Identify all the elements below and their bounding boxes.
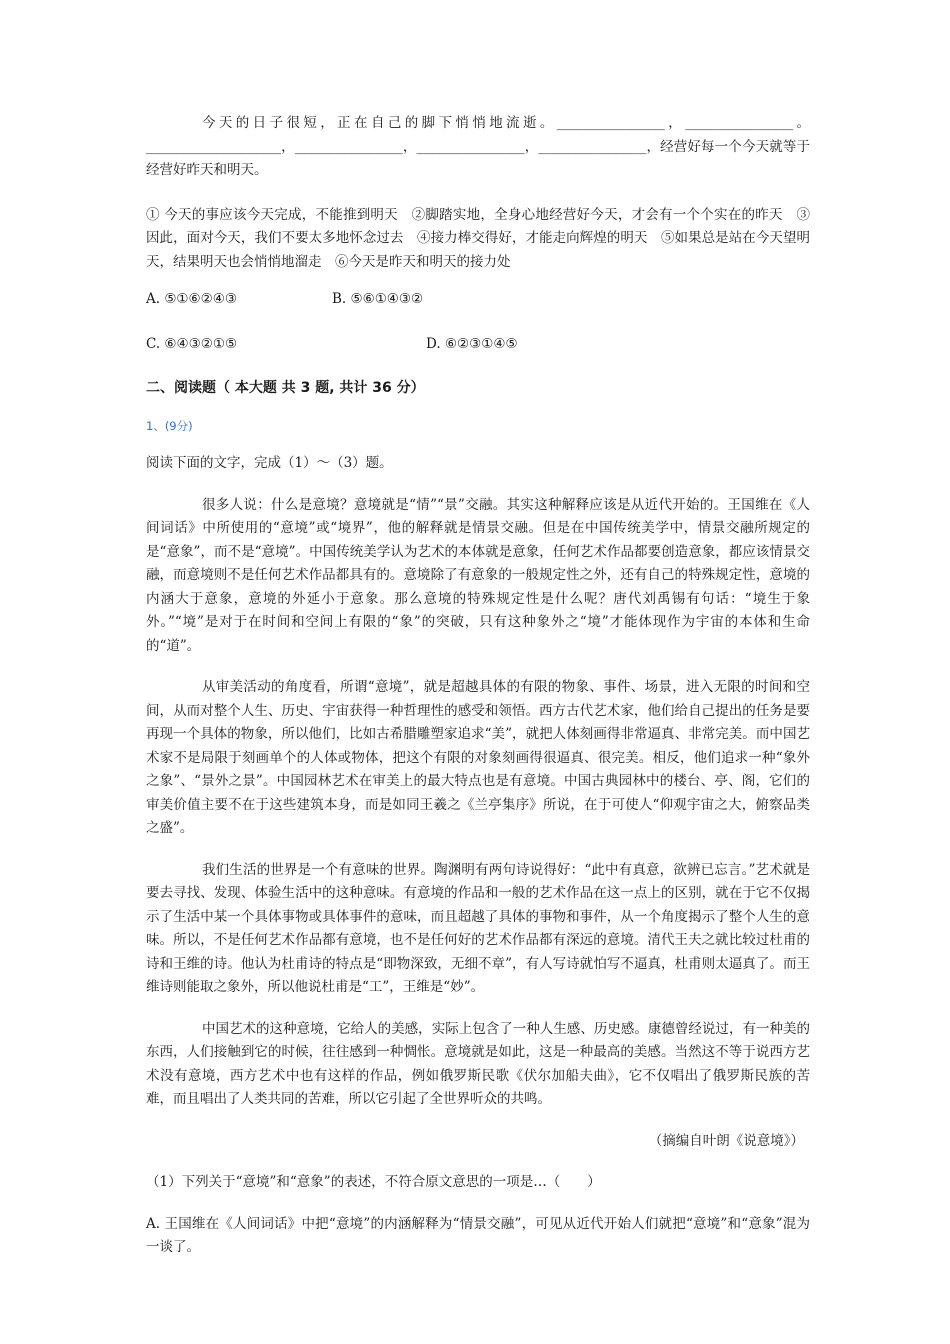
passage-paragraph-4: 中国艺术的这种意境，它给人的美感，实际上包含了一种人生感、历史感。康德曾经说过，有一种美的东西，人们接触到它的时候，往往感到一种惆怅。意境就是如此，这是一种最高的美感。当然这不等于说西方艺术没有意境，西方艺术中也有这样的作品，例如俄罗斯民歌《伏尔加船夫曲》，它不仅唱出了俄罗斯民族的苦难，而且唱出了人类共同的苦难，所以它引起了全世界听众的共鸣。 — [146, 1020, 810, 1107]
passage-source: （摘编自叶朗《说意境》） — [648, 1132, 804, 1149]
reading-instruction: 阅读下面的文字，完成（1）～（3）题。 — [146, 455, 393, 471]
options-row-2 — [146, 333, 810, 357]
passage-paragraph-2: 从审美活动的角度看，所谓“意境”，就是超越具体的有限的物象、事件、场景，进入无限的时间和空间，从而对整个人生、历史、宇宙获得一种哲理性的感受和领悟。西方古代艺术家，他们给自己提出的任务是要再现一个具体的物象，所以他们，比如古希腊雕塑家追求“美”，就把人体刻画得非常逼真、非常完美。而中国艺术家不是局限于刻画单个的人体或物体，把这个有限的对象刻画得很逼真、很完美。相反，他们追求一种“象外之象”、“景外之景”。中国园林艺术在审美上的最大特点也是有意境。中国古典园林中的楼台、亭、阁，它们的审美价值主要不在于这些建筑本身，而是如同王羲之《兰亭集序》所说，在于可使人“仰观宇宙之大，俯察品类之盛”。 — [146, 679, 810, 836]
option-a: A. ⑤①⑥②④③ — [146, 291, 237, 307]
passage-paragraph-3: 我们生活的世界是一个有意味的世界。陶渊明有两句诗说得好：“此中有真意，欲辨已忘言。”艺术就是要去寻找、发现、体验生活中的这种意味。有意境的作品和一般的艺术作品在这一点上的区别，就在于它不仅揭示了生活中某一个具体事物或具体事件的意味，而且超越了具体的事物和事件，从一个角度揭示了整个人生的意味。所以，不是任何艺术作品都有意境，也不是任何好的艺术作品都有深远的意境。清代王夫之就比较过杜甫的诗和王维的诗。他认为杜甫诗的特点是“即物深致，无细不章”，有人写诗就怕写不逼真，杜甫则太逼真了。而王维诗则能取之象外，所以他说杜甫是“工”，王维是“妙”。 — [146, 861, 810, 995]
sentence-choices: ① 今天的事应该今天完成，不能推到明天 ②脚踏实地，全身心地经营好今天，才会有一个个实在的昨天 ③因此，面对今天，我们不要太多地怀念过去 ④接力棒交得好，才能走向辉煌的明天 ⑤如果总是站在今天望明天，结果明天也会悄悄地溜走 ⑥今天是昨天和明天的接力处 — [146, 206, 810, 270]
option-d: D. ⑥②③①④⑤ — [426, 335, 518, 352]
section-heading: 二、阅读题（ 本大题 共 3 题, 共计 36 分） — [146, 380, 425, 396]
question-score: 1、(9分) — [146, 418, 193, 433]
options-row-1 — [146, 288, 810, 312]
page-content — [146, 112, 810, 1260]
option-b: B. ⑤⑥①④③② — [332, 291, 424, 307]
passage-paragraph-1: 很多人说：什么是意境？意境就是“情”“景”交融。其实这种解释应该是从近代开始的。王国维在《人间词话》中所使用的“意境”或“境界”，他的解释就是情景交融。但是在中国传统美学中，情景交融所规定的是“意象”，而不是“意境”。中国传统美学认为艺术的本体就是意象，任何艺术作品都要创造意象，都应该情景交融，而意境则不是任何艺术作品都具有的。意境除了有意象的一般规定性之外，还有自己的特殊规定性，意境的内涵大于意象，意境的外延小于意象。那么意境的特殊规定性是什么呢？唐代刘禹锡有句话：“境生于象外。”“境”是对于在时间和空间上有限的“象”的突破，只有这种象外之“境”才能体现作为宇宙的本体和生命的“道”。 — [146, 496, 810, 654]
question-1-1-option-a: A. 王国维在《人间词话》中把“意境”的内涵解释为“情景交融”，可见从近代开始人们就把“意境”和“意象”混为一谈了。 — [146, 1215, 810, 1255]
question-1-1: （1）下列关于“意境”和“意象”的表述，不符合原文意思的一项是…（ ） — [146, 1174, 601, 1190]
fill-in-paragraph: 今天的日子很短，正在自己的脚下悄悄地流逝。________________，________________。____________________，________________，________________，________________，经营好每一个今天就等于经营好昨天和明天。 — [146, 115, 810, 178]
option-c: C. ⑥④③②①⑤ — [146, 335, 238, 352]
